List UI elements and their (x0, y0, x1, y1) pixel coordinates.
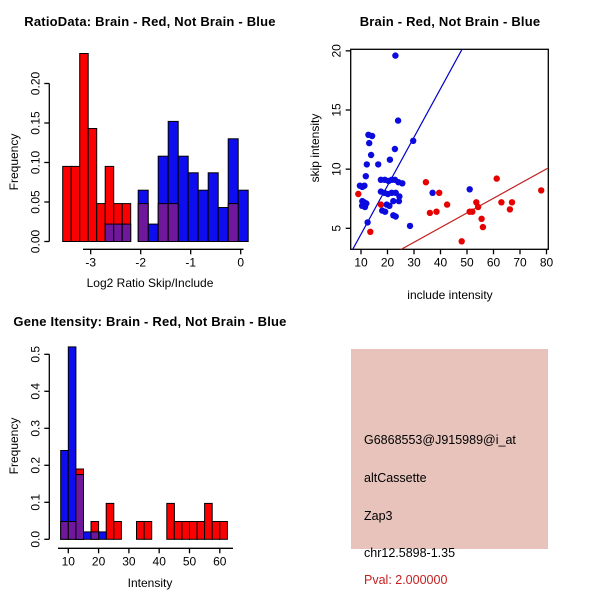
tick-label: 0.5 (28, 345, 43, 363)
brain-red-bar (63, 166, 71, 241)
gene-intensity-histogram-panel (0, 300, 300, 600)
tick-label: 20 (380, 255, 395, 270)
overlap-purple-bar (158, 204, 168, 242)
brain-red-point (355, 191, 361, 197)
tick-label: 40 (152, 554, 166, 569)
brain-red-point (480, 224, 486, 230)
brain-red-bar (220, 522, 228, 540)
brain-red-point (498, 199, 504, 205)
overlap-purple-bar (61, 522, 69, 540)
ratio-histogram-title: RatioData: Brain - Red, Not Brain - Blue (24, 14, 276, 29)
brain-red-bar (80, 54, 89, 242)
brain-red-bar (212, 522, 220, 540)
notbrain-blue-point (410, 138, 416, 144)
notbrain-blue-point (392, 52, 398, 58)
brain-red-bar (167, 503, 175, 539)
notbrain-blue-bar (208, 173, 218, 242)
notbrain-blue-bar (99, 532, 107, 539)
notbrain-blue-point (396, 198, 402, 204)
tick-label: 60 (486, 255, 501, 270)
brain-red-bar (71, 166, 80, 241)
overlap-purple-bar (91, 532, 99, 539)
tick-label: 15 (329, 103, 344, 117)
notbrain-blue-point (429, 190, 435, 196)
notbrain-fit-line (351, 0, 549, 253)
gene-name-text: Zap3 (364, 509, 393, 523)
intensity-scatter-panel (300, 0, 600, 300)
brain-red-bar (97, 204, 106, 242)
brain-red-bar (174, 522, 182, 540)
tick-label: 10 (61, 554, 75, 569)
brain-red-bar (182, 522, 190, 540)
brain-red-point (436, 190, 442, 196)
tick-label: 20 (329, 44, 344, 58)
ratio-histogram-ylabel: Frequency (7, 133, 21, 191)
brain-red-point (427, 210, 433, 216)
tick-label: 0.2 (28, 456, 43, 474)
tick-label: 5 (329, 224, 344, 232)
tick-label: 50 (460, 255, 474, 270)
gene-info-box (351, 349, 548, 587)
notbrain-blue-point (395, 117, 401, 123)
brain-red-point (494, 175, 500, 181)
tick-label: 0.4 (28, 382, 43, 400)
tick-label: 20 (91, 554, 106, 569)
brain-red-point (367, 229, 373, 235)
overlap-purple-bar (76, 475, 84, 540)
gene-intensity-histogram-xlabel: Intensity (127, 576, 173, 590)
notbrain-blue-point (369, 133, 375, 139)
tick-label: 60 (213, 554, 227, 569)
gene-info-panel (300, 300, 600, 600)
brain-red-point (475, 204, 481, 210)
locus-text: chr12.5898-1.35 (364, 546, 456, 560)
brain-red-bar (114, 522, 122, 540)
gene-intensity-histogram-ylabel: Frequency (7, 417, 21, 475)
overlap-purple-bar (114, 224, 123, 241)
notbrain-blue-point (387, 157, 393, 163)
tick-label: 70 (513, 255, 527, 270)
notbrain-blue-bar (83, 532, 91, 539)
notbrain-blue-point (366, 140, 372, 146)
notbrain-blue-bar (238, 190, 248, 241)
notbrain-blue-bar (188, 173, 198, 242)
brain-red-bar (197, 522, 205, 540)
ratio-histogram-plot (0, 0, 300, 300)
brain-red-bar (106, 503, 114, 539)
overlap-purple-bar (105, 224, 114, 241)
intensity-scatter-plot (300, 0, 600, 300)
notbrain-blue-point (407, 223, 413, 229)
brain-red-bar (144, 522, 152, 540)
tick-label: 10 (329, 162, 344, 176)
brain-red-point (538, 187, 544, 193)
tick-label: 80 (539, 255, 554, 270)
brain-red-bar (190, 522, 198, 540)
brain-red-point (378, 201, 384, 207)
tick-label: 30 (407, 255, 421, 270)
intensity-scatter-title: Brain - Red, Not Brain - Blue (359, 14, 541, 29)
intensity-scatter-ylabel: skip intensity (308, 113, 322, 183)
tick-label: 30 (122, 554, 136, 569)
brain-red-point (459, 238, 465, 244)
notbrain-blue-bar (68, 347, 76, 539)
notbrain-blue-point (375, 161, 381, 167)
notbrain-blue-point (382, 209, 388, 215)
notbrain-blue-point (368, 152, 374, 158)
tick-label: 0.15 (28, 111, 43, 135)
brain-red-point (423, 179, 429, 185)
plot-box (351, 49, 549, 249)
notbrain-blue-point (362, 204, 368, 210)
overlap-purple-bar (168, 204, 178, 242)
tick-label: 0.0 (28, 530, 43, 548)
tick-label: 0.05 (28, 190, 43, 214)
overlap-purple-bar (138, 204, 148, 242)
ratio-histogram-xlabel: Log2 Ratio Skip/Include (86, 276, 214, 290)
brain-red-point (433, 209, 439, 215)
notbrain-blue-point (399, 180, 405, 186)
brain-red-point (509, 199, 515, 205)
tick-label: -1 (185, 255, 197, 270)
notbrain-blue-point (390, 198, 396, 204)
brain-red-bar (88, 129, 97, 242)
intensity-scatter-xlabel: include intensity (407, 288, 493, 302)
ratio-histogram-panel (0, 0, 300, 300)
tick-label: 0.20 (28, 71, 43, 96)
notbrain-blue-point (361, 183, 367, 189)
tick-label: 0.00 (28, 229, 43, 254)
overlap-purple-bar (122, 224, 131, 241)
tick-label: 50 (182, 554, 197, 569)
brain-red-bar (205, 503, 213, 539)
brain-red-point (507, 206, 513, 212)
pval-text: Pval: 2.000000 (364, 573, 448, 587)
gene-intensity-histogram-title: Gene Itensity: Brain - Red, Not Brain - Blue (13, 314, 287, 329)
brain-red-point (478, 216, 484, 222)
tick-label: -3 (85, 255, 97, 270)
gene-intensity-histogram-plot (0, 300, 300, 600)
notbrain-blue-point (364, 219, 370, 225)
notbrain-blue-bar (218, 208, 228, 242)
notbrain-blue-point (364, 161, 370, 167)
tick-label: 0.3 (28, 419, 43, 437)
notbrain-blue-point (467, 186, 473, 192)
tick-label: 0 (237, 255, 245, 270)
overlap-purple-bar (228, 204, 238, 242)
splice-type-text: altCassette (364, 471, 427, 485)
probe-id-text: G6868553@J915989@i_at (364, 433, 516, 447)
tick-label: 10 (354, 255, 368, 270)
notbrain-blue-point (392, 146, 398, 152)
overlap-purple-bar (68, 522, 76, 540)
brain-red-bar (137, 522, 145, 540)
notbrain-blue-bar (148, 224, 158, 241)
tick-label: 40 (433, 255, 448, 270)
notbrain-blue-point (363, 173, 369, 179)
notbrain-blue-bar (178, 156, 188, 241)
notbrain-blue-bar (198, 190, 208, 241)
tick-label: -2 (135, 255, 147, 270)
brain-red-point (444, 201, 450, 207)
brain-red-point (469, 209, 475, 215)
tick-label: 0.10 (28, 150, 43, 175)
notbrain-blue-point (393, 213, 399, 219)
tick-label: 0.1 (28, 493, 43, 511)
